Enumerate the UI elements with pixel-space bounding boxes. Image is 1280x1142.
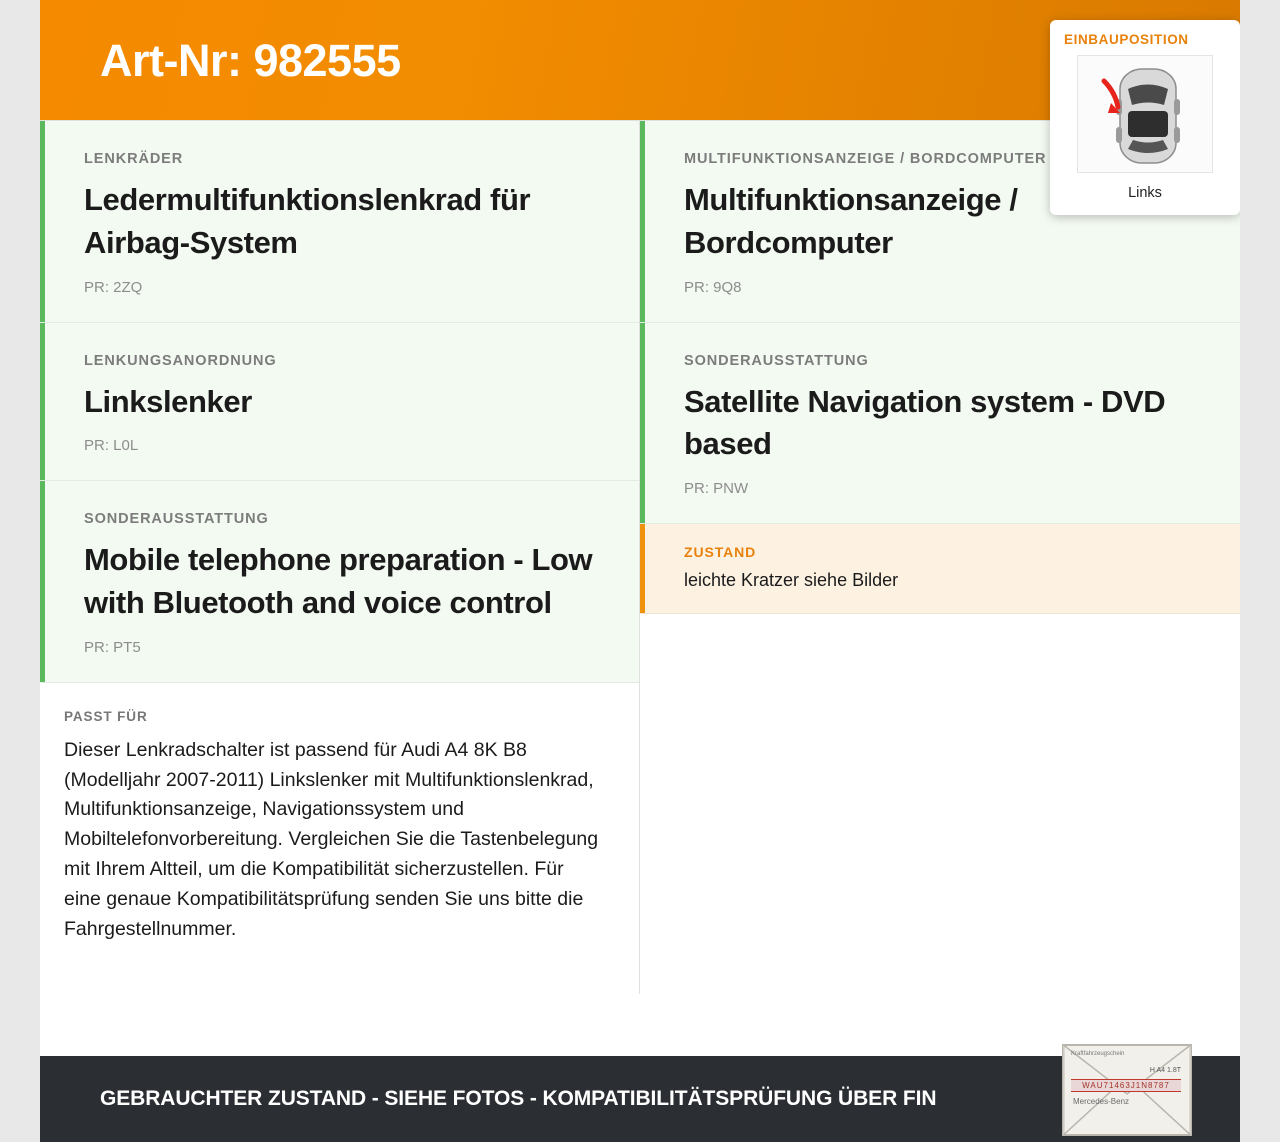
stamp-brand-text: Mercedes-Benz (1073, 1097, 1130, 1106)
feature-grid (40, 120, 1240, 994)
feature-category: SONDERAUSSTATTUNG (84, 511, 269, 528)
feature-category: SONDERAUSSTATTUNG (684, 352, 869, 369)
feature-item (40, 323, 639, 482)
fits-for-category: PASST FÜR (64, 708, 148, 724)
listing-sheet (40, 0, 1240, 1142)
stamp-top-text: Kraftfahrzeugschein (1071, 1051, 1125, 1057)
feature-name: Ledermultifunktionslenkrad für Airbag-System (84, 182, 531, 260)
footer-bar (40, 1051, 1240, 1142)
car-top-view-icon (1077, 55, 1213, 173)
page-title: Art-Nr: 982555 (100, 34, 401, 86)
footer-text: GEBRAUCHTER ZUSTAND - SIEHE FOTOS - KOMPATIBILITÄTSPRÜFUNG ÜBER FIN (100, 1087, 937, 1110)
install-position-card (1050, 20, 1240, 215)
feature-item (40, 121, 639, 323)
left-column (40, 121, 640, 994)
feature-name: Multifunktionsanzeige / Bordcomputer (684, 182, 1018, 260)
right-column-filler (640, 614, 1240, 994)
condition-section (640, 524, 1240, 614)
feature-pr-code: PR: 2ZQ (84, 278, 143, 296)
condition-category: ZUSTAND (684, 544, 757, 561)
vehicle-registration-stamp-icon (1062, 1044, 1192, 1136)
feature-pr-code: PR: L0L (84, 437, 139, 455)
red-arrow-icon (1104, 81, 1120, 113)
feature-name: Mobile telephone preparation - Low with Bluetooth and voice control (84, 542, 593, 621)
feature-category: MULTIFUNKTIONSANZEIGE / BORDCOMPUTER (684, 151, 1047, 167)
feature-pr-code: PR: 9Q8 (684, 278, 742, 296)
fits-for-section (40, 683, 639, 973)
install-position-label: Links (1128, 185, 1162, 201)
feature-category: LENKRÄDER (84, 151, 184, 167)
feature-name: Linkslenker (84, 383, 252, 419)
condition-text: leichte Kratzer siehe Bilder (684, 570, 899, 591)
feature-category: LENKUNGSANORDNUNG (84, 352, 277, 369)
stamp-side-text: H A4 1.8T (1149, 1067, 1181, 1074)
stamp-band-text: WAU71463J1N8787 (1071, 1079, 1181, 1092)
feature-pr-code: PR: PNW (684, 480, 749, 498)
install-position-title: EINBAUPOSITION (1064, 32, 1189, 47)
fits-for-text: Dieser Lenkradschalter ist passend für Audi A4 8K B8 (Modelljahr 2007-2011) Linkslenker mit Multifunktionslenkrad, Multifunktionsanzeige, Navigationssystem und Mobiltelefonvorbereitung. Vergleichen Sie die Tastenbelegung mit Ihrem Altteil, um die Kompatibilität sicherzustellen. Für eine genaue Kompatibilitätsprüfung senden Sie uns bitte die Fahrgestellnummer. (64, 738, 599, 940)
feature-pr-code: PR: PT5 (84, 638, 141, 656)
feature-item (40, 481, 639, 683)
feature-item (640, 323, 1240, 525)
feature-name: Satellite Navigation system - DVD based (684, 383, 1166, 462)
right-column (640, 121, 1240, 994)
